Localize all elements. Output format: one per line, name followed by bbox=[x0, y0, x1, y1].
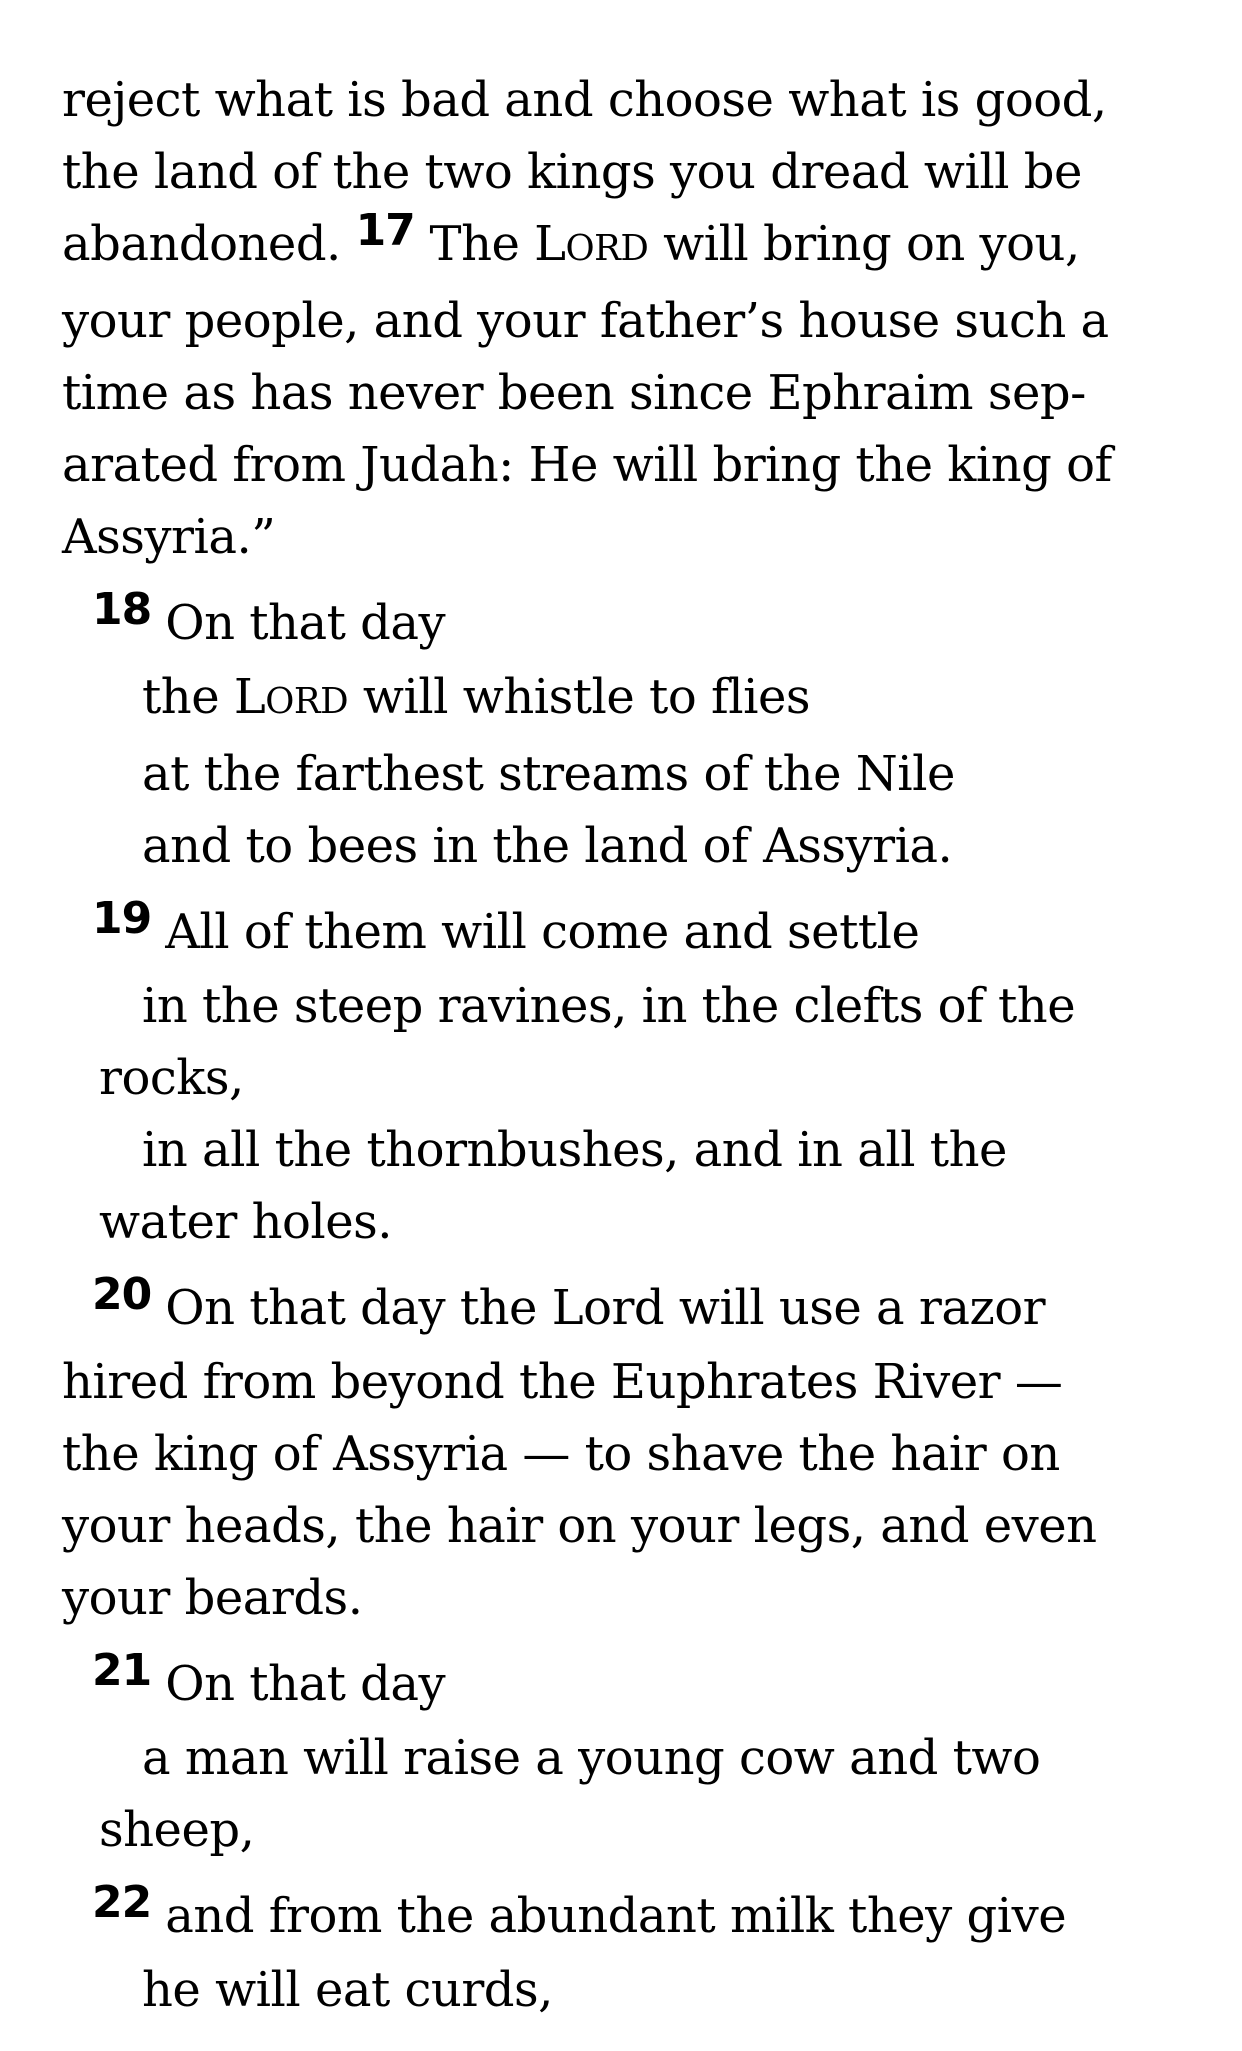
text-line[interactable] bbox=[62, 584, 1206, 661]
verse-number: 18 bbox=[92, 584, 152, 635]
text-segment: your beards. bbox=[62, 1570, 363, 1626]
text-segment: reject what is bad and choose what is good, bbox=[62, 72, 1107, 128]
text-segment: On that day the Lord will use a razor bbox=[165, 1280, 1046, 1336]
text-line[interactable] bbox=[62, 893, 1206, 970]
text-segment: in the steep ravines, in the clefts of the bbox=[142, 978, 1076, 1034]
text-line[interactable] bbox=[62, 1114, 1206, 1186]
text-line[interactable] bbox=[62, 738, 1206, 810]
text-segment: a man will raise a young cow and two bbox=[142, 1730, 1041, 1786]
text-segment: time as has never been since Ephraim sep- bbox=[62, 365, 1086, 421]
text-segment: hired from beyond the Euphrates River — bbox=[62, 1354, 1063, 1410]
verse-number: 19 bbox=[92, 893, 152, 944]
text-segment: All of them will come and settle bbox=[165, 904, 920, 960]
text-segment: arated from Judah: He will bring the king of bbox=[62, 437, 1112, 493]
text-line[interactable] bbox=[62, 285, 1206, 357]
text-segment: sheep, bbox=[99, 1802, 255, 1858]
text-line[interactable] bbox=[62, 1722, 1206, 1794]
verse-number: 22 bbox=[92, 1877, 152, 1928]
text-line[interactable] bbox=[62, 1346, 1206, 1418]
text-segment: abandoned. bbox=[62, 216, 356, 272]
verse-number: 20 bbox=[92, 1269, 152, 1320]
text-segment: The L bbox=[414, 216, 566, 272]
text-segment: he will eat curds, bbox=[142, 1962, 553, 2018]
text-segment: the L bbox=[142, 669, 266, 725]
text-line[interactable] bbox=[62, 1418, 1206, 1490]
text-segment: in all the thornbushes, and in all the bbox=[142, 1122, 1007, 1178]
text-segment: Assyria.” bbox=[62, 509, 276, 565]
text-segment: will whistle to flies bbox=[348, 669, 810, 725]
text-line[interactable] bbox=[62, 810, 1206, 882]
text-line[interactable] bbox=[62, 357, 1206, 429]
text-line[interactable] bbox=[62, 1794, 1206, 1866]
text-segment: On that day bbox=[165, 1656, 446, 1712]
text-segment: On that day bbox=[165, 595, 446, 651]
text-line[interactable] bbox=[62, 1042, 1206, 1114]
text-line[interactable] bbox=[62, 1645, 1206, 1722]
text-segment: will bring on you, bbox=[648, 216, 1080, 272]
divine-name-small-caps: ORD bbox=[565, 228, 649, 269]
text-line[interactable] bbox=[62, 64, 1206, 136]
text-line[interactable] bbox=[62, 1562, 1206, 1634]
text-line[interactable] bbox=[62, 205, 1206, 285]
text-segment: and from the abundant milk they give bbox=[165, 1888, 1067, 1944]
text-segment: at the farthest streams of the Nile bbox=[142, 746, 955, 802]
text-segment: your people, and your father’s house such a bbox=[62, 293, 1109, 349]
text-segment: the king of Assyria — to shave the hair on bbox=[62, 1426, 1060, 1482]
text-segment: water holes. bbox=[99, 1194, 393, 1250]
text-segment: the land of the two kings you dread will be bbox=[62, 144, 1082, 200]
text-line[interactable] bbox=[62, 429, 1206, 501]
text-line[interactable] bbox=[62, 136, 1206, 208]
text-segment: and to bees in the land of Assyria. bbox=[142, 818, 953, 874]
text-line[interactable] bbox=[62, 1877, 1206, 1954]
text-line[interactable] bbox=[62, 1269, 1206, 1346]
text-line[interactable] bbox=[62, 1954, 1206, 2026]
divine-name-small-caps: ORD bbox=[265, 681, 349, 722]
verse-number: 21 bbox=[92, 1645, 152, 1696]
text-segment: rocks, bbox=[99, 1050, 244, 1106]
text-line[interactable] bbox=[62, 1186, 1206, 1258]
text-line[interactable] bbox=[62, 970, 1206, 1042]
verse-number: 17 bbox=[355, 205, 415, 256]
text-line[interactable] bbox=[62, 661, 1206, 738]
text-line[interactable] bbox=[62, 501, 1206, 573]
text-segment: your heads, the hair on your legs, and even bbox=[62, 1498, 1097, 1554]
text-line[interactable] bbox=[62, 1490, 1206, 1562]
